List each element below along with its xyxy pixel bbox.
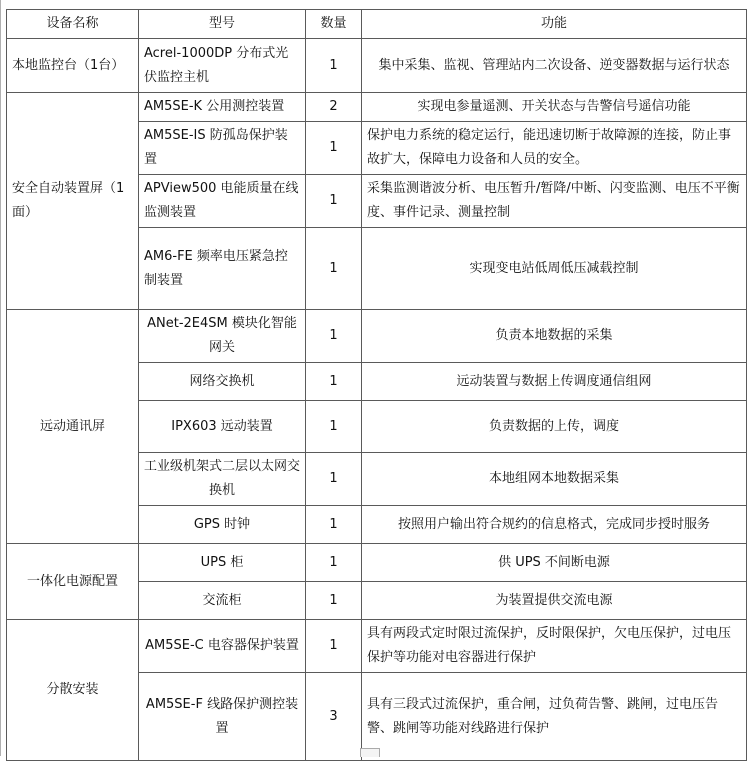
- func-cell: 实现电参量遥测、开关状态与告警信号遥信功能: [362, 93, 747, 122]
- model-cell: 工业级机架式二层以太网交换机: [139, 453, 306, 506]
- model-cell: APView500 电能质量在线监测装置: [139, 175, 306, 228]
- qty-cell: 1: [306, 401, 362, 453]
- model-cell: AM5SE-C 电容器保护装置: [139, 620, 306, 673]
- qty-cell: 3: [306, 673, 362, 761]
- header-func: 功能: [362, 10, 747, 39]
- model-cell: UPS 柜: [139, 544, 306, 582]
- func-cell: 为装置提供交流电源: [362, 582, 747, 620]
- qty-cell: 1: [306, 582, 362, 620]
- func-cell: 供 UPS 不间断电源: [362, 544, 747, 582]
- func-cell: 本地组网本地数据采集: [362, 453, 747, 506]
- model-cell: AM6-FE 频率电压紧急控制装置: [139, 228, 306, 310]
- func-cell: 保护电力系统的稳定运行，能迅速切断于故障源的连接，防止事故扩大，保障电力设备和人员的安全。: [362, 122, 747, 175]
- model-cell: Acrel-1000DP 分布式光伏监控主机: [139, 39, 306, 93]
- func-cell: 集中采集、监视、管理站内二次设备、逆变器数据与运行状态: [362, 39, 747, 93]
- group-name: 本地监控台（1台）: [7, 39, 139, 93]
- func-cell: 实现变电站低周低压减载控制: [362, 228, 747, 310]
- table-row: [7, 310, 747, 363]
- qty-cell: 1: [306, 544, 362, 582]
- header-name: 设备名称: [7, 10, 139, 39]
- qty-cell: 1: [306, 453, 362, 506]
- group-name: 远动通讯屏: [7, 310, 139, 544]
- func-cell: 具有两段式定时限过流保护，反时限保护，欠电压保护，过电压保护等功能对电容器进行保护: [362, 620, 747, 673]
- group-name: 分散安装: [7, 620, 139, 761]
- qty-cell: 1: [306, 363, 362, 401]
- table-row: [7, 620, 747, 673]
- func-cell: 按照用户输出符合规约的信息格式，完成同步授时服务: [362, 506, 747, 544]
- table-row: [7, 39, 747, 93]
- model-cell: IPX603 远动装置: [139, 401, 306, 453]
- qty-cell: 1: [306, 122, 362, 175]
- qty-cell: 1: [306, 228, 362, 310]
- qty-cell: 2: [306, 93, 362, 122]
- group-name: 安全自动装置屏（1面）: [7, 93, 139, 310]
- group-name: 一体化电源配置: [7, 544, 139, 620]
- func-cell: 负责本地数据的采集: [362, 310, 747, 363]
- model-cell: GPS 时钟: [139, 506, 306, 544]
- func-cell: 远动装置与数据上传调度通信组网: [362, 363, 747, 401]
- header-model: 型号: [139, 10, 306, 39]
- model-cell: 网络交换机: [139, 363, 306, 401]
- header-row: [7, 10, 747, 39]
- table-row: [7, 544, 747, 582]
- qty-cell: 1: [306, 39, 362, 93]
- model-cell: 交流柜: [139, 582, 306, 620]
- model-cell: AM5SE-F 线路保护测控装置: [139, 673, 306, 761]
- qty-cell: 1: [306, 175, 362, 228]
- qty-cell: 1: [306, 506, 362, 544]
- func-cell: 具有三段式过流保护，重合闸，过负荷告警、跳闸，过电压告警、跳闸等功能对线路进行保护: [362, 673, 747, 761]
- qty-cell: 1: [306, 620, 362, 673]
- model-cell: AM5SE-IS 防孤岛保护装置: [139, 122, 306, 175]
- header-qty: 数量: [306, 10, 362, 39]
- model-cell: ANet-2E4SM 模块化智能网关: [139, 310, 306, 363]
- left-edge-line: [0, 0, 1, 756]
- model-cell: AM5SE-K 公用测控装置: [139, 93, 306, 122]
- func-cell: 采集监测谐波分析、电压暂升/暂降/中断、闪变监测、电压不平衡度、事件记录、测量控制: [362, 175, 747, 228]
- qty-cell: 1: [306, 310, 362, 363]
- equipment-table: [6, 9, 747, 761]
- func-cell: 负责数据的上传，调度: [362, 401, 747, 453]
- table-row: [7, 93, 747, 122]
